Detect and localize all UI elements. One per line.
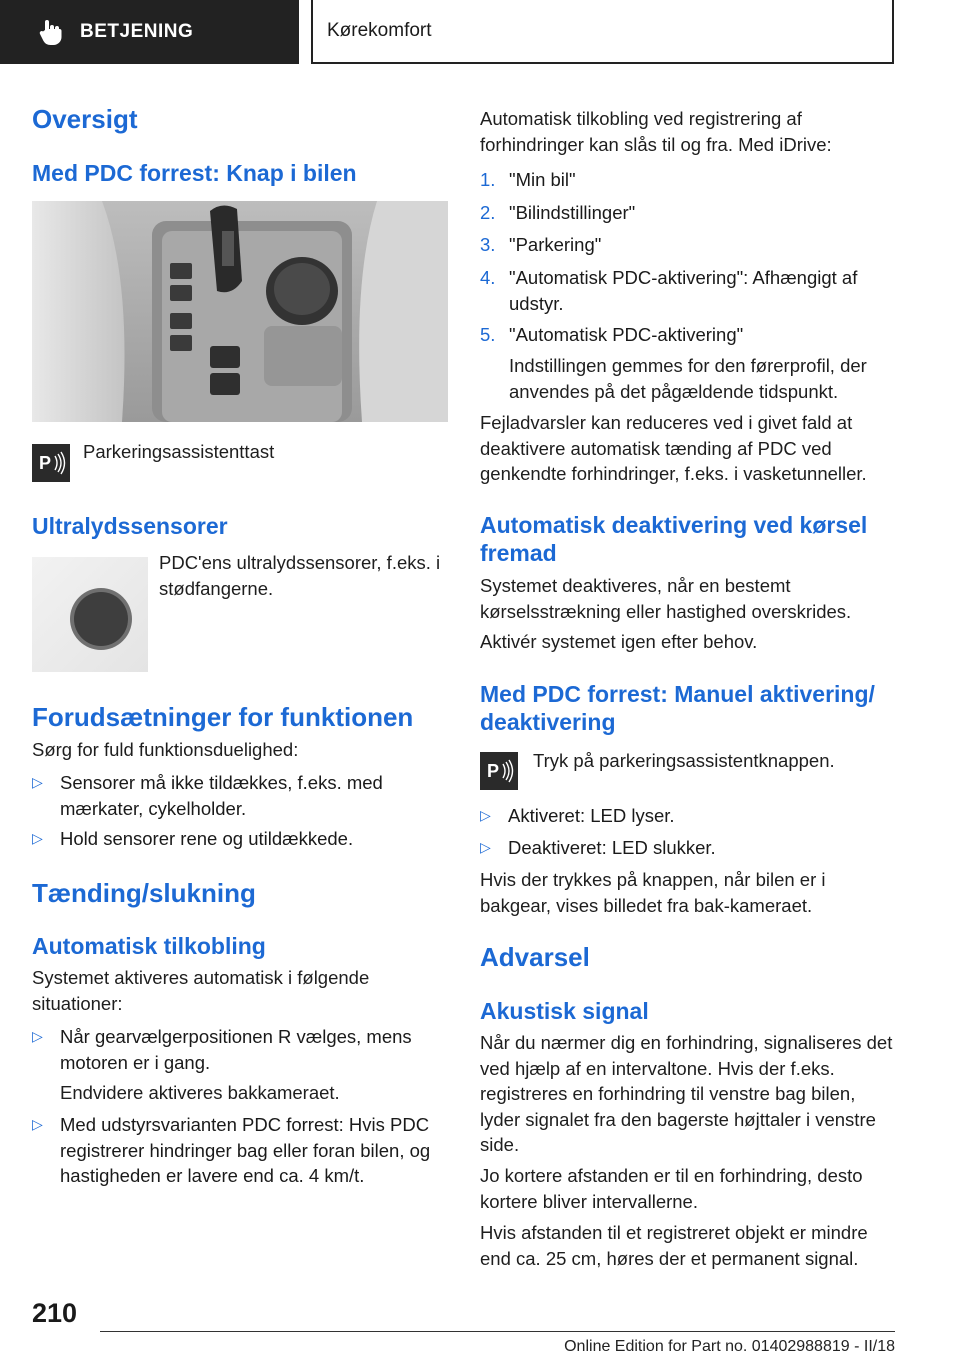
step5-extra: Indstillingen gemmes for den førerprofil, der anvendes på det pågældende tidspunkt. <box>509 355 867 402</box>
triangle-bullet-icon: ▷ <box>32 1116 43 1132</box>
heading-prerequisites: Forudsætninger for funktionen <box>32 702 414 732</box>
parking-assistant-icon <box>480 752 518 790</box>
list-item: ▷ Når gearvælgerpositionen R vælges, mens motoren er i gang. <box>32 1026 412 1073</box>
svg-text:P: P <box>487 761 500 781</box>
heading-pdc-front: Med PDC forrest: Knap i bilen <box>32 160 357 186</box>
heading-switch: Tænding/slukning <box>32 878 256 908</box>
closer-text: Jo kortere afstanden er til en forhindring, desto kortere bliver intervallerne. <box>480 1165 863 1212</box>
list-item: ▷ Aktiveret: LED lyser. <box>480 803 900 829</box>
chapter-title-box <box>311 0 894 64</box>
list-item: 1. "Min bil" <box>480 169 576 190</box>
list-item: ▷ Sensorer må ikke tildækkes, f.eks. med mærkater, cykelholder. <box>32 772 383 819</box>
auto-on-bullet1-extra: Endvidere aktiveres bakkameraet. <box>60 1082 340 1103</box>
heading-auto-on: Automatisk tilkobling <box>32 933 266 959</box>
list-item: ▷ Med udstyrsvarianten PDC forrest: Hvis PDC registrerer hindringer bag eller foran bilen, og hastigheden er lavere end ca. 4 km/t. <box>32 1114 431 1186</box>
footer-divider <box>100 1331 895 1332</box>
chapter-title: Kørekomfort <box>327 20 432 41</box>
list-item: 3. "Parkering" <box>480 234 602 255</box>
acoustic-text: Når du nærmer dig en forhindring, signaliseres det ved hjælp af en intervaltone. Hvis der f.eks. registreres en forhindring til venstre bag bilen, lyder signalet fra den bagerste højttaler i venstre side. <box>480 1032 893 1155</box>
right-intro: Automatisk tilkobling ved registrering af forhindringer kan slås til og fra. Med iDrive: <box>480 108 832 155</box>
triangle-bullet-icon: ▷ <box>480 807 491 823</box>
svg-text:P: P <box>39 453 52 473</box>
heading-auto-off: Automatisk deaktivering ved kørsel fremad <box>480 512 868 566</box>
list-item: 5. "Automatisk PDC-aktivering" <box>480 324 744 345</box>
triangle-bullet-icon: ▷ <box>32 830 43 846</box>
reverse-text: Hvis der trykkes på knappen, når bilen er i bakgear, vises billedet fra bak-kameraet. <box>480 869 826 916</box>
ultrasonic-sensor-image <box>32 557 148 672</box>
triangle-bullet-icon: ▷ <box>32 774 43 790</box>
center-console-photo <box>32 201 448 422</box>
section-title: BETJENING <box>80 21 194 42</box>
list-item: 2. "Bilindstillinger" <box>480 202 636 223</box>
page-number: 210 <box>32 1298 78 1328</box>
heading-manual: Med PDC forrest: Manuel aktivering/ deaktivering <box>480 681 875 735</box>
list-item: ▷ Deaktiveret: LED slukker. <box>480 835 900 861</box>
heading-oversigt: Oversigt <box>32 104 138 134</box>
caption-button: Parkeringsassistenttast <box>83 441 275 462</box>
fault-text: Fejladvarsler kan reduceres ved i givet fald at deaktivere automatisk tænding af PDC ved genkendte forhindringer, f.eks. i vasketunneller. <box>480 412 867 484</box>
auto-off-text2: Aktivér systemet igen efter behov. <box>480 631 758 652</box>
heading-warning: Advarsel <box>480 942 590 972</box>
edition-text: Online Edition for Part no. 01402988819 - II/18 <box>564 1338 895 1355</box>
list-item: 4. "Automatisk PDC-aktivering": Afhængigt af udstyr. <box>480 267 858 314</box>
prereq-intro: Sørg for fuld funktionsduelighed: <box>32 739 299 760</box>
heading-acoustic: Akustisk signal <box>480 998 649 1024</box>
hand-pointer-icon <box>36 17 66 47</box>
permanent-text: Hvis afstanden til et registreret objekt er mindre end ca. 25 cm, høres der et permanent signal. <box>480 1222 868 1269</box>
parking-assistant-icon <box>32 444 70 482</box>
auto-on-intro: Systemet aktiveres automatisk i følgende situationer: <box>32 967 370 1014</box>
list-item: ▷ Hold sensorer rene og utildækkede. <box>32 826 448 852</box>
triangle-bullet-icon: ▷ <box>480 839 491 855</box>
heading-sensors: Ultralydssensorer <box>32 513 228 539</box>
section-tab[interactable] <box>0 0 299 64</box>
triangle-bullet-icon: ▷ <box>32 1028 43 1044</box>
sensors-text: PDC'ens ultralydssensorer, f.eks. i stødfangerne. <box>159 552 441 599</box>
manual-text: Tryk på parkeringsassistentknappen. <box>533 750 835 771</box>
auto-off-text: Systemet deaktiveres, når en bestemt kørselsstrækning eller hastighed overskrides. <box>480 575 852 622</box>
